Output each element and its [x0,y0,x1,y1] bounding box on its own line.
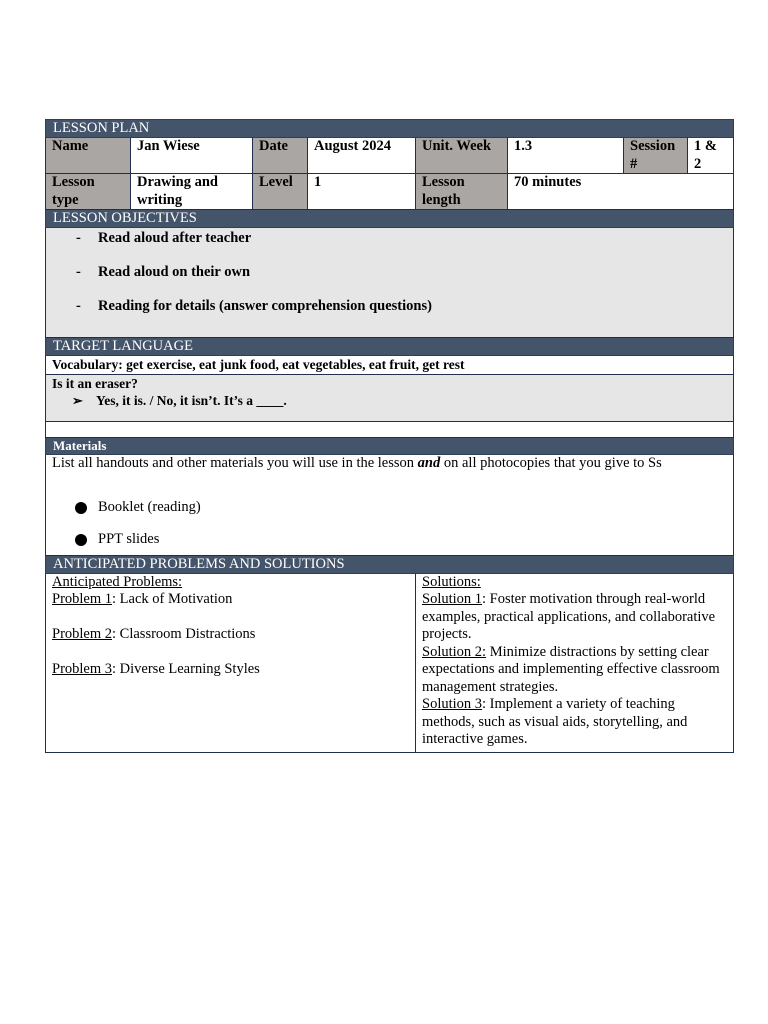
material-item: PPT slides [52,531,727,549]
materials-list [52,499,727,549]
date-label: Date [253,138,308,174]
solution-item: Solution 2: Minimize distractions by setting clear expectations and implementing effective classroom management strategies. [422,643,720,695]
arrow-bullet-icon: ➢ [72,393,83,408]
lesson-plan-table [45,119,734,753]
lesson-type-value: Drawing and writing [131,174,253,210]
lesson-length-value: 70 minutes [508,174,734,210]
name-label: Name [46,138,131,174]
objective-item: - Read aloud on their own [76,264,251,280]
objective-item: - Reading for details (answer comprehension questions) [76,298,432,314]
target-question-cell [46,374,734,421]
target-answer-line [52,392,727,410]
level-label: Level [253,174,308,210]
problems-heading: Anticipated Problems: [52,573,183,590]
problem-item: Problem 1: Lack of Motivation [52,591,233,607]
material-item: Booklet (reading) [52,499,727,531]
materials-cell [46,454,734,555]
solutions-cell [416,573,734,752]
unit-week-label: Unit. Week [416,138,508,174]
lesson-objectives-header: LESSON OBJECTIVES [46,210,734,228]
objective-item: - Read aloud after teacher [76,230,252,246]
objectives-list [52,230,727,332]
lesson-plan-header: LESSON PLAN [46,120,734,138]
problem-item: Problem 3: Diverse Learning Styles [52,661,260,677]
session-label: Session # [624,138,688,174]
vocabulary-line: Vocabulary: get exercise, eat junk food, eat vegetables, eat fruit, get rest [46,356,734,375]
target-question: Is it an eraser? [52,375,138,391]
spacer-row [46,421,734,437]
solutions-heading: Solutions: [422,573,481,590]
problems-cell [46,573,416,752]
objectives-cell [46,228,734,338]
lesson-length-label: Lesson length [416,174,508,210]
name-value: Jan Wiese [131,138,253,174]
unit-week-value: 1.3 [508,138,624,174]
session-value: 1 & 2 [688,138,734,174]
materials-intro: List all handouts and other materials you will use in the lesson and on all photocopies that you give to Ss [52,454,662,471]
lesson-plan-document [45,119,733,753]
target-answer: Yes, it is. / No, it isn’t. It’s a ____. [96,393,287,408]
solution-item: Solution 3: Implement a variety of teaching methods, such as visual aids, storytelling, and interactive games. [422,696,688,747]
problem-item: Problem 2: Classroom Distractions [52,626,256,642]
level-value: 1 [308,174,416,210]
anticipated-header: ANTICIPATED PROBLEMS AND SOLUTIONS [46,555,734,573]
materials-header: Materials [46,437,734,454]
lesson-type-label: Lesson type [46,174,131,210]
target-language-header: TARGET LANGUAGE [46,338,734,356]
date-value: August 2024 [308,138,416,174]
solution-item: Solution 1: Foster motivation through real-world examples, practical applications, and collaborative projects. [422,591,716,642]
